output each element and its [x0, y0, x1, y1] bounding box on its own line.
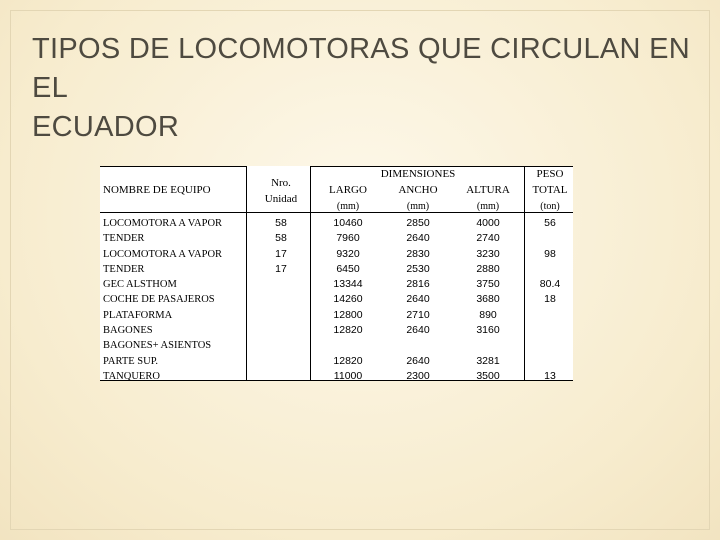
height-cell — [476, 338, 499, 353]
slide-title — [32, 30, 702, 147]
units-cell — [275, 354, 287, 369]
weight-cell: 80.4 — [539, 278, 561, 291]
width-cell: 2850 — [406, 217, 430, 229]
width-cell: 2816 — [406, 278, 430, 291]
weight-cell: 56 — [544, 217, 556, 229]
equipment-name-cell: LOCOMOTORA A VAPOR — [103, 248, 223, 260]
header-width: ANCHO — [398, 184, 438, 196]
header-weight-line-1: PESO — [536, 168, 564, 180]
weight-cell — [540, 323, 560, 338]
length-cell: 7960 — [336, 232, 360, 245]
height-cell: 3160 — [476, 324, 500, 337]
weight-cell: 18 — [544, 293, 556, 306]
equipment-name-cell: BAGONES+ ASIENTOS — [103, 340, 212, 352]
height-cell: 2880 — [476, 262, 500, 275]
header-height-unit: (mm) — [476, 201, 500, 212]
units-cell — [275, 338, 287, 353]
weight-cell — [540, 262, 560, 277]
weight-cell — [540, 338, 560, 353]
equipment-name-cell: PLATAFORMA — [103, 309, 173, 321]
height-cell: 3750 — [476, 278, 500, 291]
weight-cell: 98 — [544, 247, 556, 260]
width-cell: 2640 — [406, 232, 430, 245]
weight-cell — [540, 354, 560, 369]
equipment-name-cell: TENDER — [103, 233, 145, 245]
units-cell: 17 — [275, 247, 287, 260]
height-cell: 4000 — [476, 217, 500, 229]
length-cell: 12800 — [333, 308, 363, 321]
width-cell: 2640 — [406, 324, 430, 337]
width-cell: 2710 — [406, 308, 430, 321]
header-width-unit: (mm) — [406, 201, 430, 212]
equipment-name-cell: PARTE SUP. — [103, 355, 159, 367]
units-cell — [275, 277, 287, 292]
units-cell — [275, 369, 287, 384]
length-cell: 9320 — [336, 247, 360, 260]
units-cell — [275, 292, 287, 307]
weight-cell — [540, 308, 560, 323]
locomotive-table — [100, 166, 573, 381]
height-cell: 3500 — [476, 369, 500, 382]
header-units-line-2: Unidad — [264, 193, 298, 205]
units-cell: 17 — [275, 262, 287, 275]
width-cell: 2830 — [406, 247, 430, 260]
header-length-unit: (mm) — [336, 201, 360, 212]
units-cell — [275, 323, 287, 338]
equipment-name-cell: GEC ALSTHOM — [103, 279, 177, 291]
length-cell: 11000 — [333, 369, 363, 382]
table-divider-dims — [524, 166, 525, 381]
units-cell: 58 — [275, 232, 287, 245]
length-column — [333, 216, 362, 384]
header-weight-line-2: TOTAL — [532, 184, 568, 196]
width-cell: 2530 — [406, 262, 430, 275]
units-cell — [275, 308, 287, 323]
width-cell: 2640 — [406, 354, 430, 367]
header-height: ALTURA — [466, 184, 510, 196]
equipment-name-cell: LOCOMOTORA A VAPOR — [103, 218, 223, 229]
equipment-name-cell: TANQUERO — [103, 370, 160, 382]
height-cell: 3281 — [476, 354, 500, 367]
length-cell — [333, 338, 362, 353]
header-dimensions: DIMENSIONES — [380, 168, 456, 180]
length-cell: 10460 — [333, 217, 363, 229]
equipment-name-cell: BAGONES — [103, 325, 153, 337]
weight-cell — [540, 231, 560, 246]
equipment-name-cell: COCHE DE PASAJEROS — [103, 294, 215, 306]
width-cell — [406, 338, 429, 353]
length-cell: 14260 — [333, 293, 363, 306]
weight-column — [540, 216, 560, 384]
slide-title-line-1: TIPOS DE LOCOMOTORAS QUE CIRCULAN EN EL — [32, 33, 691, 104]
header-length: LARGO — [329, 184, 367, 196]
width-cell: 2300 — [406, 369, 430, 382]
table-border-top-dims — [310, 166, 573, 167]
height-cell: 890 — [479, 308, 497, 321]
header-weight-unit: (ton) — [540, 201, 560, 212]
units-cell: 58 — [275, 217, 287, 229]
length-cell: 12820 — [333, 354, 363, 367]
length-cell: 12820 — [333, 324, 363, 337]
units-column — [275, 216, 287, 384]
equipment-name-column — [103, 216, 222, 384]
height-column — [476, 216, 499, 384]
header-units-line-1: Nro. — [271, 177, 291, 189]
table-divider-units — [310, 166, 311, 381]
table-divider-name — [246, 166, 247, 381]
height-cell: 3230 — [476, 247, 500, 260]
height-cell: 3680 — [476, 293, 500, 306]
header-name: NOMBRE DE EQUIPO — [103, 184, 211, 196]
width-cell: 2640 — [406, 293, 430, 306]
height-cell: 2740 — [476, 232, 500, 245]
length-cell: 6450 — [336, 262, 360, 275]
length-cell: 13344 — [333, 278, 363, 291]
table-border-top-name — [100, 166, 246, 167]
width-column — [406, 216, 429, 384]
slide-title-line-2: ECUADOR — [32, 111, 180, 143]
equipment-name-cell: TENDER — [103, 263, 145, 275]
weight-cell: 13 — [544, 369, 556, 382]
